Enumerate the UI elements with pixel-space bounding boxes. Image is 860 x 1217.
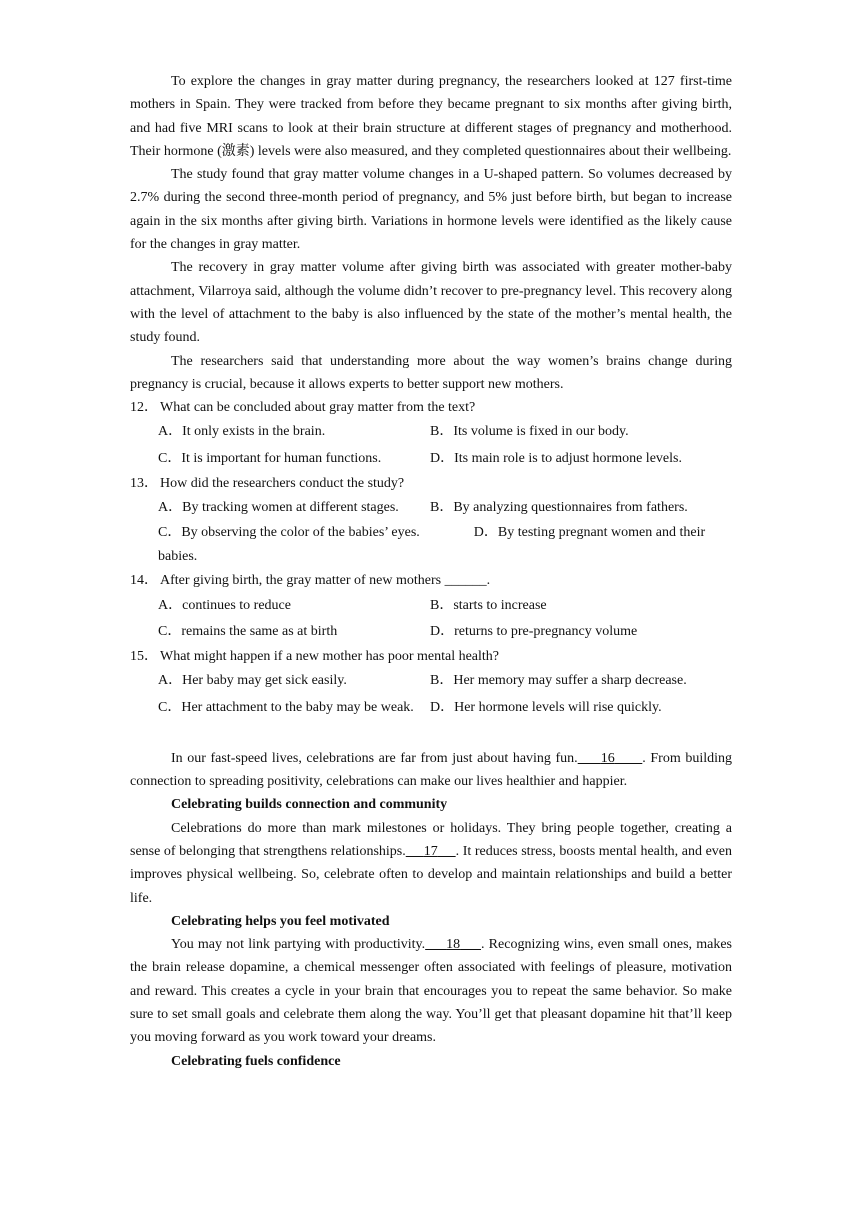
section-spacer — [130, 721, 732, 747]
option-a[interactable]: A．Her baby may get sick easily. — [158, 673, 347, 689]
passage2-section-2: You may not link partying with productivity. 18 . Recognizing wins, even small ones, makes the brain release dopamine, a chemical messenger often associated with feelings of pleasure, motivation and reward. This creates a cycle in your brain that encourages you to repeat the same behavior. So make sure to set small goals and celebrate them along the way. You’ll get that pleasant dopamine hit that’ll keep you moving forward as you work toward your dreams. — [130, 937, 732, 1046]
paragraph-4: The researchers said that understanding more about the way women’s brains change during pregnancy is crucial, because it allows experts to better support new mothers. — [130, 353, 732, 392]
question-14 — [130, 569, 732, 645]
option-b[interactable]: B．Her memory may suffer a sharp decrease. — [430, 673, 687, 689]
options — [130, 419, 732, 471]
option-d[interactable]: D．returns to pre-pregnancy volume — [430, 623, 638, 639]
question-stem: How did the researchers conduct the study? — [160, 475, 405, 491]
option-c[interactable]: C．It is important for human functions. — [158, 450, 382, 466]
options — [130, 593, 732, 645]
option-b[interactable]: B．starts to increase — [430, 597, 547, 613]
option-c[interactable]: C．By observing the color of the babies’ eyes. — [158, 525, 420, 541]
subheading-confidence: Celebrating fuels confidence — [171, 1053, 341, 1069]
options — [130, 495, 732, 569]
blank-16[interactable]: 16 — [600, 750, 615, 766]
question-stem: What can be concluded about gray matter from the text? — [160, 400, 476, 416]
subheading-connection: Celebrating builds connection and community — [171, 797, 448, 813]
question-15 — [130, 645, 732, 721]
question-stem: After giving birth, the gray matter of new mothers ______. — [160, 573, 491, 589]
question-number: 15． — [130, 649, 158, 665]
option-a[interactable]: A．It only exists in the brain. — [158, 424, 326, 440]
blank-17[interactable]: 17 — [423, 843, 438, 859]
question-number: 13． — [130, 475, 158, 491]
question-number: 12． — [130, 400, 158, 416]
option-b[interactable]: B．By analyzing questionnaires from fathers. — [430, 500, 688, 516]
option-d[interactable]: D．By testing pregnant women and their babies. — [158, 525, 706, 565]
question-number: 14． — [130, 573, 158, 589]
question-13 — [130, 472, 732, 570]
question-12 — [130, 396, 732, 472]
option-d[interactable]: D．Her hormone levels will rise quickly. — [430, 699, 662, 715]
paragraph-1: To explore the changes in gray matter during pregnancy, the researchers looked at 127 first-time mothers in Spain. They were tracked from before they became pregnant to six months after giving birth, and had five MRI scans to look at their brain structure at different stages of pregnancy and motherhood. Their hormone (激素) levels were also measured, and they completed questionnaires about their wellbeing. — [130, 74, 732, 159]
option-c[interactable]: C．remains the same as at birth — [158, 623, 338, 639]
blank-18[interactable]: 18 — [446, 937, 461, 953]
paragraph-3: The recovery in gray matter volume after giving birth was associated with greater mother-baby attachment, Vilarroya said, although the volume didn’t recover to pre-pregnancy level. This recovery along with the level of attachment to the baby is also influenced by the state of the mother’s mental health, the study found. — [130, 260, 732, 346]
passage2-section-1: Celebrations do more than mark milestones or holidays. They bring people together, creating a sense of belonging that strengthens relationships. 17 . It reduces stress, boosts mental health, and even improves physical wellbeing. So, celebrate often to develop and maintain relationships and build a better life. — [130, 820, 732, 906]
paragraph-2: The study found that gray matter volume changes in a U-shaped pattern. So volumes decreased by 2.7% during the second three-month period of pregnancy, and 5% just before birth, but began to increase again in the six months after giving birth. Variations in hormone levels were identified as the likely cause for the changes in gray matter. — [130, 167, 732, 253]
passage2-intro: In our fast-speed lives, celebrations are far from just about having fun. 16 . From building connection to spreading positivity, celebrations can make our lives healthier and happier. — [130, 750, 733, 790]
subheading-motivated: Celebrating helps you feel motivated — [171, 913, 390, 929]
options — [130, 668, 732, 720]
document-page — [130, 70, 732, 1073]
option-a[interactable]: A．By tracking women at different stages. — [158, 500, 399, 516]
question-stem: What might happen if a new mother has poor mental health? — [160, 649, 500, 665]
option-a[interactable]: A．continues to reduce — [158, 597, 291, 613]
option-d[interactable]: D．Its main role is to adjust hormone levels. — [430, 450, 682, 466]
option-c[interactable]: C．Her attachment to the baby may be weak. — [158, 699, 414, 715]
option-b[interactable]: B．Its volume is fixed in our body. — [430, 424, 629, 440]
